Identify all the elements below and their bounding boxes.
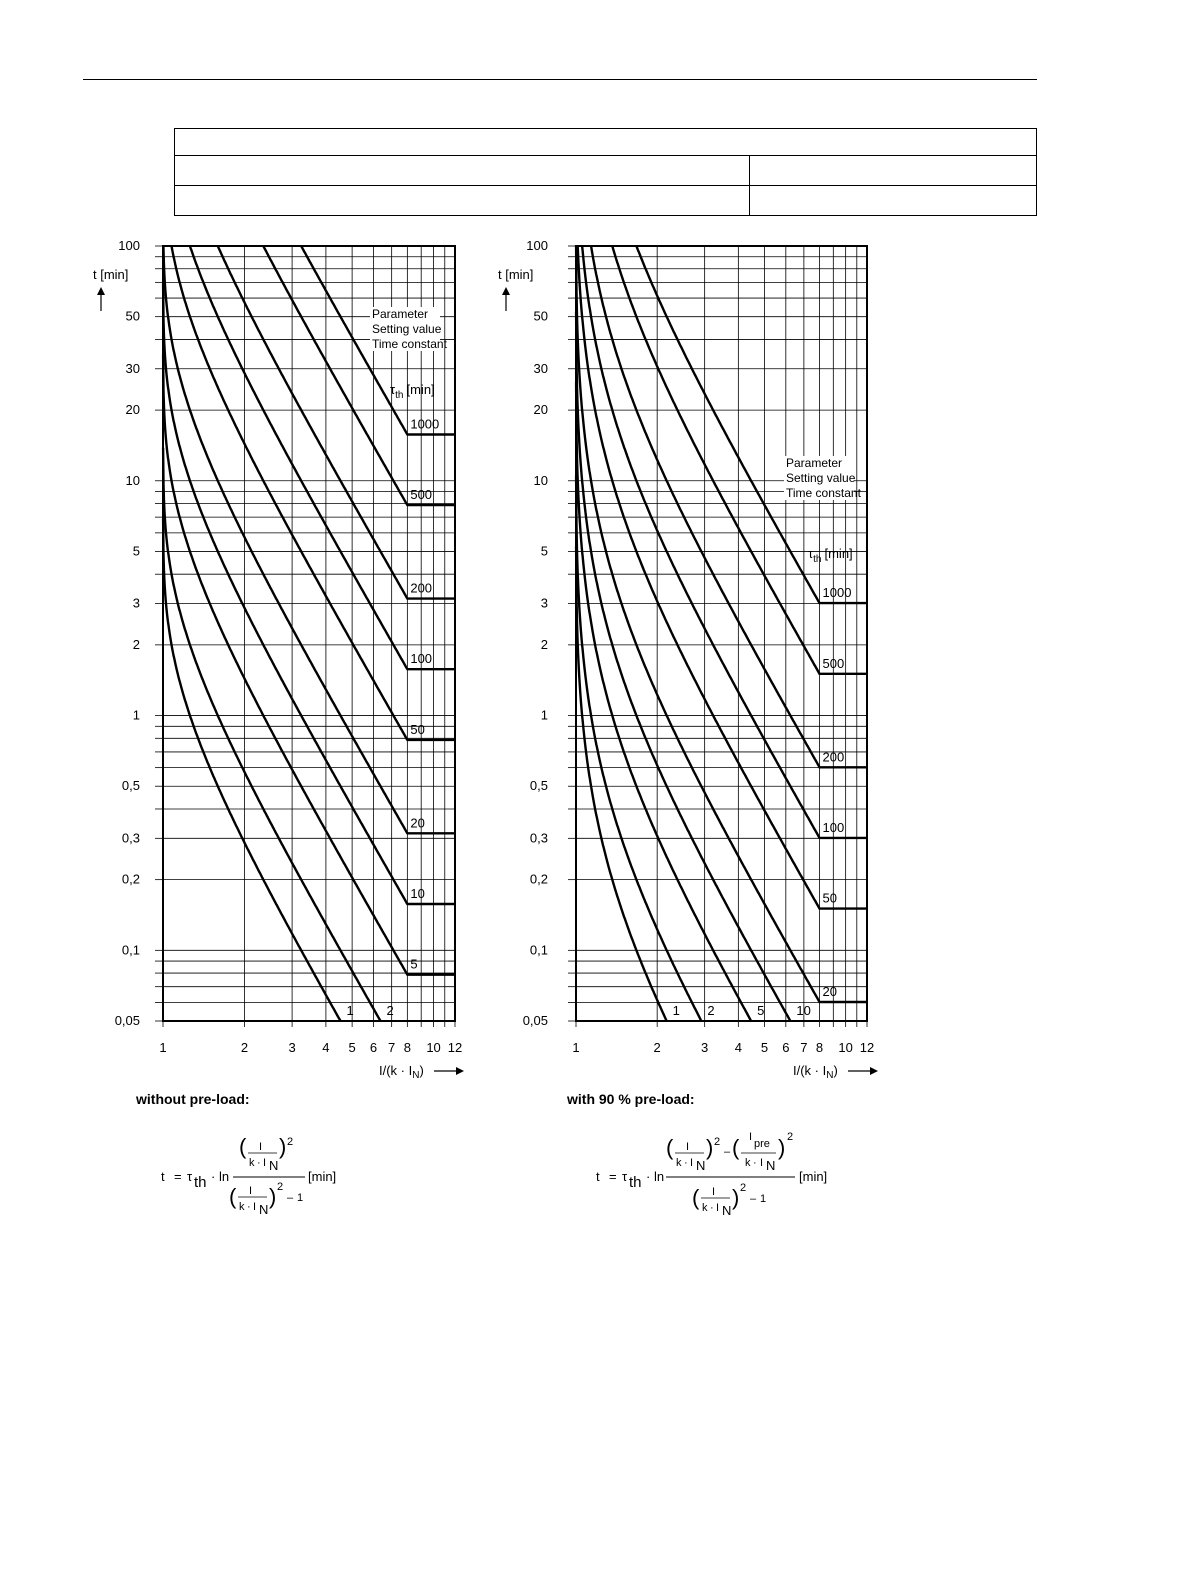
y-tick-label: 0,3 (529, 830, 548, 846)
formula-dot: · (247, 1201, 251, 1213)
y-tick-label: 2 (540, 636, 548, 652)
formula-without-preload (155, 1128, 375, 1228)
curve-tau-5 (576, 382, 751, 1021)
curve-label-200: 200 (822, 749, 845, 765)
formula-sq: 2 (287, 1136, 294, 1148)
paren: ( (229, 1184, 237, 1209)
curve-label-2: 2 (386, 1003, 394, 1018)
curve-label-100: 100 (410, 651, 433, 667)
paren: ( (239, 1134, 247, 1159)
curve-label-20: 20 (410, 815, 425, 831)
formula-k: k (239, 1201, 245, 1213)
legend-text: Time constant (372, 337, 447, 351)
legend-text: Setting value (372, 322, 442, 336)
y-tick-label: 100 (526, 238, 548, 253)
formula-k: k (702, 1202, 708, 1214)
y-tick-label: 0,5 (121, 778, 140, 794)
legend-text: Setting value (786, 471, 856, 485)
x-tick-label: 8 (815, 1040, 824, 1055)
y-tick-label: 50 (533, 308, 548, 324)
legend-text: Time constant (786, 486, 861, 500)
y-tick-label: 50 (125, 308, 140, 324)
y-tick-label: 0,05 (114, 1013, 140, 1028)
paren: ) (778, 1135, 786, 1160)
formula-tau: τ (187, 1169, 193, 1184)
y-tick-label: 0,3 (121, 830, 140, 846)
chart-2 (498, 238, 878, 1081)
paren: ) (732, 1185, 740, 1210)
formula-IN: I (253, 1201, 257, 1213)
y-tick-label: 1 (540, 707, 548, 723)
curve-label-10: 10 (410, 886, 425, 902)
paren: ( (732, 1135, 740, 1160)
formula-eq: = (174, 1169, 182, 1184)
curve-label-2: 2 (707, 1003, 715, 1018)
formula-IN: I (760, 1157, 764, 1169)
formula-sq: 2 (740, 1182, 747, 1194)
gridlines (155, 246, 455, 1027)
curve-label-50: 50 (410, 721, 425, 737)
formula-sq: 2 (277, 1181, 284, 1193)
curve-label-1: 1 (672, 1003, 680, 1018)
formula-dot: · (753, 1157, 757, 1169)
formula-ln: · ln (211, 1169, 230, 1184)
formula-I: I (249, 1185, 253, 1197)
formula-IN-sub: N (722, 1203, 732, 1218)
formula-k: k (745, 1157, 751, 1169)
y-tick-label: 5 (132, 543, 140, 559)
formula-dot: · (257, 1157, 261, 1169)
y-tick-label: 5 (540, 543, 548, 559)
chart-1 (93, 238, 464, 1081)
caption-without-preload: without pre-load: (136, 1091, 250, 1107)
formula-with-preload (590, 1125, 850, 1225)
x-tick-label: 2 (240, 1040, 249, 1055)
formula-k: k (249, 1157, 255, 1169)
x-axis-arrowhead (870, 1067, 878, 1075)
formula-IN-sub: N (269, 1158, 279, 1173)
formula-minus: – (724, 1146, 731, 1158)
x-axis-label-end: ) (833, 1063, 838, 1078)
curve-label-10: 10 (796, 1003, 811, 1018)
y-tick-label: 3 (540, 595, 548, 611)
legend-param-sub: th (395, 390, 404, 401)
x-axis-label-sub: N (826, 1070, 834, 1081)
x-tick-label: 10 (838, 1040, 853, 1055)
legend-param-unit: [min] (406, 382, 435, 397)
paren: ) (279, 1134, 287, 1159)
gridlines (568, 246, 867, 1027)
x-tick-label: 4 (734, 1040, 742, 1055)
curve-label-1000: 1000 (410, 416, 440, 432)
x-tick-label: 10 (426, 1040, 441, 1055)
y-tick-label: 3 (132, 595, 140, 611)
y-tick-label: 30 (533, 360, 548, 376)
x-tick-label: 7 (388, 1040, 396, 1055)
x-axis-arrowhead (456, 1067, 464, 1075)
paren: ) (706, 1135, 714, 1160)
y-tick-label: 0,2 (121, 871, 140, 887)
curve-label-20: 20 (822, 984, 837, 1000)
y-tick-label: 100 (118, 238, 140, 253)
formula-eq: = (609, 1169, 617, 1184)
y-tick-label: 10 (533, 472, 548, 488)
curve-label-1: 1 (346, 1003, 354, 1018)
formula-I: I (259, 1141, 263, 1153)
formula-Ipre-sub: pre (754, 1138, 770, 1150)
caption-with-preload: with 90 % pre-load: (567, 1091, 695, 1107)
x-tick-label: 5 (348, 1040, 356, 1055)
x-tick-label: 5 (760, 1040, 769, 1055)
formula-IN: I (690, 1157, 694, 1169)
x-tick-label: 3 (701, 1040, 709, 1055)
x-tick-label: 1 (572, 1040, 580, 1055)
formula-unit: [min] (799, 1169, 828, 1184)
curve-label-200: 200 (410, 580, 433, 596)
curve-label-5: 5 (410, 956, 418, 972)
x-tick-label: 7 (800, 1040, 808, 1055)
formula-one: 1 (297, 1192, 304, 1204)
y-tick-label: 0,05 (522, 1013, 548, 1028)
curve-tau-10 (576, 312, 790, 1021)
formula-tau: τ (622, 1169, 628, 1184)
formula-I: I (712, 1186, 716, 1198)
formula-ln: · ln (646, 1169, 665, 1184)
y-tick-label: 1 (132, 707, 140, 723)
curve-label-5: 5 (757, 1003, 765, 1018)
x-axis-label: $I/(k \cdot I_N)$ (793, 1063, 838, 1081)
y-tick-label: 10 (125, 472, 140, 488)
formula-tau-sub: th (194, 1174, 207, 1191)
formula-sq: 2 (714, 1136, 721, 1148)
curve-label-100: 100 (822, 819, 845, 835)
curve-label-500: 500 (410, 487, 433, 503)
y-axis-label: t [min] (498, 267, 534, 282)
x-tick-label: 3 (288, 1040, 296, 1055)
paren: ( (692, 1185, 700, 1210)
formula-t: t (596, 1169, 600, 1184)
curves (163, 246, 455, 1021)
y-tick-label: 0,2 (529, 871, 548, 887)
legend-param-unit: [min] (824, 546, 853, 561)
formula-dot: · (684, 1157, 688, 1169)
formula-tau-sub: th (629, 1174, 642, 1191)
formula-one: 1 (760, 1193, 767, 1205)
formula-IN: I (716, 1202, 720, 1214)
formula-t: t (161, 1169, 165, 1184)
x-tick-label: 6 (369, 1040, 378, 1055)
legend-param: $\tau_{th}$ [min] (390, 382, 435, 401)
formula-dot: · (710, 1202, 714, 1214)
curve-label-1000: 1000 (822, 585, 852, 601)
legend-param: $\tau_{th}$ [min] (808, 546, 853, 565)
paren: ) (269, 1184, 277, 1209)
y-tick-label: 0,1 (529, 942, 548, 958)
formula-unit: [min] (308, 1169, 337, 1184)
y-tick-label: 2 (132, 636, 140, 652)
y-tick-label: 0,1 (121, 942, 140, 958)
x-tick-label: 2 (653, 1040, 661, 1055)
formula-minus: – (287, 1192, 294, 1204)
x-tick-label: 12 (447, 1040, 463, 1055)
legend-text: Parameter (786, 456, 843, 470)
x-tick-label: 4 (322, 1040, 330, 1055)
y-axis-label: t [min] (93, 267, 129, 282)
formula-IN-sub: N (696, 1158, 706, 1173)
formula-IN: I (263, 1157, 267, 1169)
curve-tau-200 (591, 246, 867, 767)
formula-sq: 2 (787, 1131, 794, 1143)
x-tick-label: 12 (859, 1040, 875, 1055)
y-axis-arrowhead (502, 287, 510, 295)
x-axis-label: $I/(k \cdot I_N)$ (379, 1063, 424, 1081)
curve-tau-1 (163, 519, 340, 1022)
y-tick-label: 0,5 (529, 778, 548, 794)
x-tick-label: 8 (403, 1040, 411, 1055)
y-axis-arrowhead (97, 287, 105, 295)
x-tick-label: 1 (159, 1040, 167, 1055)
y-tick-label: 30 (125, 360, 140, 376)
curve-label-500: 500 (822, 655, 845, 671)
legend-param-sub: th (813, 554, 822, 565)
formula-k: k (676, 1157, 682, 1169)
y-tick-label: 20 (125, 402, 140, 418)
x-axis-label-sub: N (412, 1070, 420, 1081)
x-axis-label-end: ) (419, 1063, 424, 1078)
formula-IN-sub: N (766, 1158, 776, 1173)
formula-IN-sub: N (259, 1202, 269, 1217)
formula-I: I (686, 1141, 690, 1153)
y-tick-label: 20 (533, 402, 548, 418)
formula-minus: – (750, 1193, 757, 1205)
curve-label-50: 50 (822, 890, 837, 906)
paren: ( (666, 1135, 674, 1160)
x-tick-label: 6 (782, 1040, 790, 1055)
legend-text: Parameter (372, 307, 429, 321)
formula-Ipre: I (749, 1131, 753, 1143)
curve-tau-20 (576, 246, 867, 1002)
